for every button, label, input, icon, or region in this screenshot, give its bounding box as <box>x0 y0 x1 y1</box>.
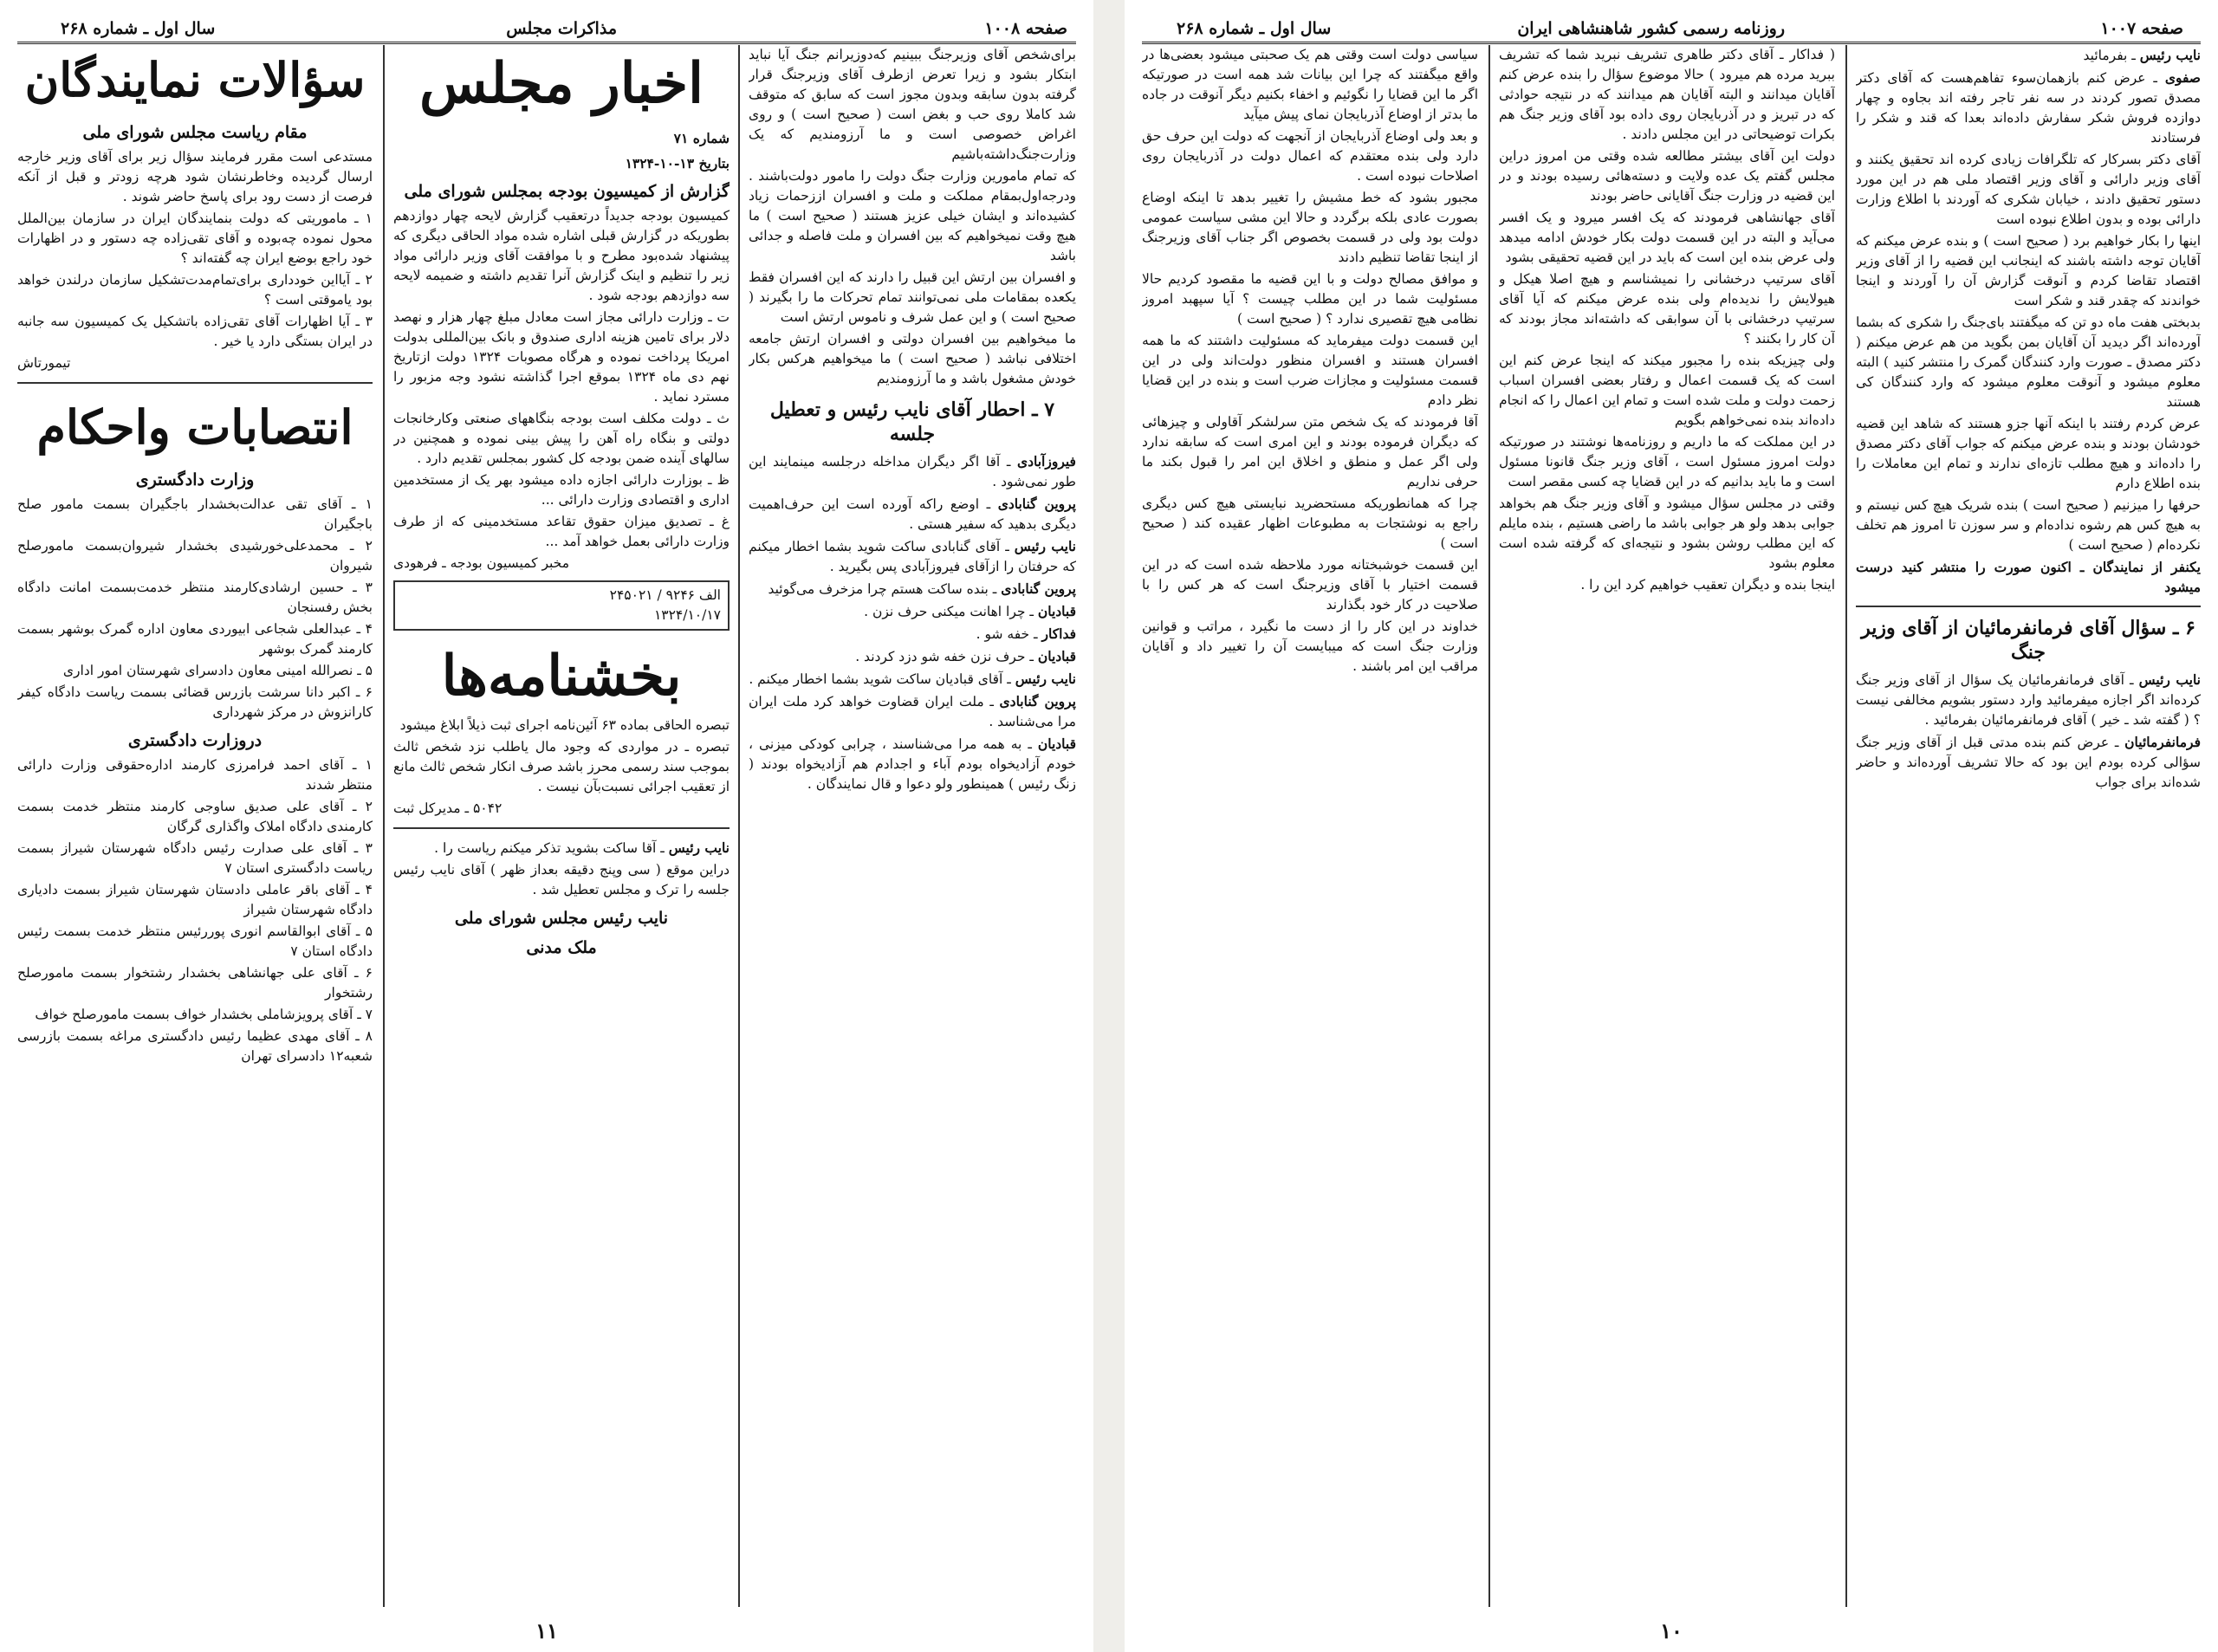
appointment-item: ۲ ـ محمدعلی‌خورشیدی بخشدار شیروان‌بسمت مامورصلح شیروان <box>17 538 373 573</box>
exchange-text: ـ بفرمائید <box>2083 48 2136 63</box>
speech-paragraph: آقای جهانشاهی فرمودند که یک افسر میرود و یک افسر می‌آید و البته در این قسمت دولت بکار خودش ادامه میدهد ولی عرض بنده این است که باید در این قضیه تحقیقی بشود <box>1499 210 1835 265</box>
speaker-name: فیروزآبادی <box>1016 453 1076 470</box>
debate-column <box>749 45 1076 1607</box>
speech-paragraph: سیاسی دولت است وقتی هم یک صحبتی میشود بعضی‌ها در واقع میگفتند که چرا این بیانات شد همه است در صورتیکه اگر ما این قضایا را نگوئیم و اخفاء بکنیم دیگر آنوقت در جاده ما بدتر از اوضاع آذربایجان نمای پیش میآید <box>1142 47 1478 122</box>
issue-label: سال اول ـ شماره ۲۶۸ <box>1177 19 1332 38</box>
right-page-footer: ۱۰ <box>1660 1618 1683 1643</box>
appointments-heading: وزارت دادگستری <box>135 470 255 489</box>
page-number: صفحه ۱۰۰۷ <box>2100 19 2183 38</box>
debate-subheading: ۷ ـ احطار آقای نایب رئیس و تعطیل جلسه <box>769 398 1055 445</box>
speaker-name: پروین گنابادی <box>997 496 1076 512</box>
appointments-masthead: انتصابات واحکام <box>36 399 353 455</box>
speech-paragraph: مجبور بشود که خط مشیش را تغییر بدهد تا اینکه اوضاع بصورت عادی بلکه برگردد و حالا این مشی سیاست عمومی دولت بود ولی در قسمت بخصوص اگر جناب آقای وزیرجنگ از اینجا تقاضا تنظیم دادند <box>1142 190 1478 265</box>
appointment-item: ۲ ـ آقای علی صدیق ساوجی کارمند منتظر خدمت بسمت کارمندی دادگاه املاک واگذاری گرگان <box>17 799 373 834</box>
questions-heading: مقام ریاست مجلس شورای ملی <box>82 123 308 142</box>
divider <box>393 827 730 829</box>
exchange-text: آقای دکتر بسرکار که تلگرافات زیادی کرده اند تحقیق یکنند و آقای وزیر دارائی و آقای وزیر اقتصاد ملی هم در این مورد دستور تحقیق دادند ، خیابان شکری که آوردند با اطلاع وزارت دارائی بوده و بدون اطلاع نبوده است <box>1856 152 2201 227</box>
report-paragraph: کمیسیون بودجه جدیداً درتعقیب گزارش لایحه چهار دوازدهم بطوریکه در گزارش قبلی اشاره شده مواد الحاقی دیگری که پیشنهاد شده‌بود مطرح و با موافقت آقای وزیر دارائی مواد زیر را تنظیم و اینک گزارش آنرا تقدیم داشته و ضمیمه لایحه سه دوازدهم بودجه شود . <box>393 208 730 303</box>
exchange-line <box>749 579 1076 599</box>
exchange-text: ـ بنده ساکت هستم چرا مزخرف‌ می‌گوئید <box>768 581 997 597</box>
closing-title: نایب رئیس مجلس شورای ملی <box>454 909 669 928</box>
speaker-name: قبادیان <box>1037 603 1076 619</box>
appointment-item: ۵ ـ نصرالله امینی معاون دادسرای شهرستان امور اداری <box>62 663 373 678</box>
circular-paragraph: تبصره ـ در مواردی که وجود مال یاطلب نزد شخص ثالث بموجب سند رسمی محرز باشد صرف انکار شخص ثالث مانع از تعقیب اجرائی نسبت‌بآن نیست . <box>393 739 730 794</box>
exchange-line <box>749 646 1076 667</box>
debate-paragraph: و افسران بین ارتش این قبیل را دارند که این افسران فقط یکعده بمقامات ملی نمی‌توانند تمام تحرکات ما را بگیرند ( صحیح است ) و این عمل شرف و ناموس ارتش است <box>749 269 1076 325</box>
speaker-name: فرمانفرمائیان <box>2124 734 2201 750</box>
spread-gutter <box>1093 0 1125 1652</box>
column-rule <box>383 45 385 1607</box>
speaker-name: صفوی <box>2164 69 2201 86</box>
exchange-line <box>749 494 1076 534</box>
questions-masthead: سؤالات نمایندگان <box>24 52 366 107</box>
exchange-line <box>1856 670 2201 730</box>
news-column <box>393 45 730 1607</box>
exchange-line <box>1856 732 2201 793</box>
speech-paragraph: ولی چیزیکه بنده را مجبور میکند که اینجا عرض کنم این است که یک قسمت اعمال و رفتار بعضی افسران اسباب زحمت دولت و ملت شده است و تمام این اعمال را که انجام داده‌اند بنده نمی‌خواهم بگویم <box>1499 353 1835 428</box>
speech-paragraph: و موافق مصالح دولت و با این قضیه ما مقصود کردیم حالا مسئولیت شما در این مطلب چیست ؟ آیا سپهبد امروز نظامی هیچ تقصیری ندارد ؟ ( صحیح است ) <box>1142 271 1478 327</box>
speech-paragraph: دولت این آقای بیشتر مطالعه شده وقتی من امروز دراین مجلس گفتم یک عده ولایت و دسته‌هائی رسیده بودند و در این قضیه در وزارت جنگ آقایانی حاضر بودند <box>1499 148 1835 204</box>
exchange-text: ـ عرض کنم بازهمان‌سوء تفاهم‌هست که آقای دکتر مصدق تصور کردند در سه نفر تاجر رفته اند بجاوه و چهار دوازده فروش شکر سفارش داده‌اند بعدا که قند و شکر را فرستادند <box>1856 70 2201 146</box>
report-signature: مخبر کمیسیون بودجه ـ فرهودی <box>393 555 569 571</box>
page-number: صفحه ۱۰۰۸ <box>984 19 1067 38</box>
column-rule <box>1488 45 1490 1607</box>
left-page-header <box>17 16 1076 44</box>
speech-line <box>393 838 730 858</box>
exchange-text: عرض کردم رفتند با اینکه آنها جزو هستند که شاهد این قضیه خودشان بودند و بنده عرض میکنم که جواب آقای دکتر مصدق را داده‌اند و هیچ مطلب تازه‌ای ندارند و تمام این معاملات را بنده اطلاع دارم <box>1856 416 2201 491</box>
exchange-line <box>1856 150 2201 230</box>
exchange-text: ـ خفه شو . <box>976 626 1038 642</box>
reference-date: ۱۳۲۴/۱۰/۱۷ <box>653 607 721 623</box>
exchange-text: ـ چرا اهانت میکنی حرف نزن . <box>864 604 1034 619</box>
divider <box>1856 606 2201 607</box>
appointment-item: ۶ ـ اکبر دانا سرشت بازرس قضائی بسمت ریاست دادگاه کیفر کارانزوش در مرکز شهرداری <box>17 684 373 720</box>
appointment-item: ۷ ـ آقای پرویزشاملی بخشدار خواف بسمت مامورصلح خواف <box>35 1007 373 1022</box>
exchange-line <box>1856 414 2201 494</box>
appointment-item: ۴ ـ عبدالعلی شجاعی ابیوردی معاون اداره گمرک بوشهر بسمت کارمند گمرک بوشهر <box>17 621 373 657</box>
appointment-item: ۳ ـ آقای علی صدارت رئیس دادگاه شهرستان شیراز بسمت ریاست دادگستری استان ۷ <box>17 840 373 876</box>
issue-label: سال اول ـ شماره ۲۶۸ <box>61 19 216 38</box>
question-item: ۳ ـ آیا اظهارات آقای تقی‌زاده باتشکیل یک کمیسیون سه جانبه در ایران بستگی دارد یا خیر . <box>17 314 373 349</box>
column-rule <box>1845 45 1847 1607</box>
appointment-item: ۱ ـ آقای احمد فرامرزی کارمند اداره‌حقوقی وزارت دارائی منتظر شدند <box>17 757 373 793</box>
appointment-item: ۳ ـ حسین ارشادی‌کارمند منتظر خدمت‌بسمت امانت دادگاه بخش رفسنجان <box>17 580 373 615</box>
report-paragraph: ث ـ دولت مکلف است بودجه بنگاههای صنعتی وکارخانجات دولتی و بنگاه راه آهن را پیش بینی نموده و همچنین در سالهای آینده ضمن بودجه کل کشور بمجلس تقدیم دارد . <box>393 411 730 466</box>
speech-paragraph: آقای سرتیپ درخشانی را نمیشناسم و هیچ اصلا هیکل و هیولایش را ندیده‌ام ولی بنده عرض میکنم که آیا آقای سرتیپ درخشانی با آن سوابقی که داشته‌اند مجاز بودند که آن کار را بکنند ؟ <box>1499 271 1835 347</box>
speaker-name: نایب رئیس <box>1015 671 1076 687</box>
exchange-line <box>749 451 1076 492</box>
reference-number: الف ۹۲۴۶ / ۲۴۵۰۲۱ <box>609 587 721 603</box>
appointment-item: ۵ ـ آقای ابوالقاسم انوری پوررئیس منتظر خدمت بسمت رئیس دادگاه استان ۷ <box>17 923 373 959</box>
speech-paragraph: این قسمت دولت میفرماید که مسئولیت داشتند که ما همه افسران هستند و افسران منظور دولت‌اند ولی در این قسمت مسئولیت و مجازات ضرب است و بنده در این قضایا نظر دادم <box>1142 333 1478 408</box>
exchange-text: ـ حرف نزن خفه شو دزد کردند . <box>855 649 1034 664</box>
exchange-line <box>749 669 1076 690</box>
exchange-text: بدبختی هفت ماه دو تن که میگفتند بای‌جنگ را شکری که بشما آورده‌اند اگر دیدید آن آقایان بمن بگوید من هم عرض میکنم ( دکتر مصدق ـ صورت وارد کنندگان گمرک را منتشر کنید ) البته معلوم میشود و آنوقت معلوم میشود که وارد کنندگان کی هستند <box>1856 314 2201 410</box>
report-paragraph: ظ ـ بوزارت دارائی اجازه داده میشود بهر یک از مستخدمین اداری و اقتصادی وزارت دارائی ... <box>393 472 730 508</box>
question-item: ۲ ـ آیااین خودداری برای‌تمام‌مدت‌تشکیل سازمان درلندن خواهد بود یاموقتی است ؟ <box>17 272 373 308</box>
appointment-item: ۸ ـ آقای مهدی عظیما رئیس دادگستری مراغه بسمت بازرسی شعبه۱۲ دادسرای تهران <box>17 1028 373 1064</box>
exchange-text: ـ عرض کنم بنده مدتی قبل از آقای وزیر جنگ سؤالی کرده بودم این بود که حالا تشریف آورده‌اند و حاضر شده‌اند برای جواب <box>1856 735 2201 790</box>
news-number: شماره ۷۱ <box>673 130 730 146</box>
publication-title: روزنامه رسمی کشور شاهنشاهی ایران <box>1517 19 1785 38</box>
speech-paragraph: و بعد ولی اوضاع آذربایجان از آنجهت که دولت این حرف حق دارد ولی بنده معتقدم که اعمال دولت در آذربایجان روی اصلاحات نبوده است . <box>1142 128 1478 184</box>
session-closing-note: دراین موقع ( سی وپنج دقیقه بعداز ظهر ) آقای نایب رئیس جلسه را ترک و مجلس تعطیل شد . <box>393 862 730 897</box>
exchange-text: ـ به همه مرا می‌شناسند ، چرابی کودکی میزنی ، خودم آزادیخواه بودم آباء و اجدادم هم آزادیخواه بودند ( زنگ رئیس ) همینطور ولو دعوا و قال نمایندگان . <box>749 736 1076 792</box>
question-item: ۱ ـ ماموریتی که دولت بنمایندگان ایران در سازمان بین‌الملل محول نموده چه‌بوده و آقای تقی‌زاده چه دستور و در اظهارات خود راجع بوضع ایران چه گفته‌اند ؟ <box>17 211 373 266</box>
debate-paragraph: که تمام مامورین وزارت جنگ دولت را مامور دولت‌باشند . ودرجه‌اول‌بمقام مملکت و ملت و افسران اززحمات زیاد کشیده‌اند و ایشان خیلی عزیز هستند ( صحیح است ) ما هیچ وقت نمیخواهیم که بین افسران و ملت فاصله و جدائی باشد <box>749 168 1076 263</box>
speaker-name: پروین گنابادی <box>999 693 1076 709</box>
speech-paragraph: اینجا بنده و دیگران تعقیب خواهیم کرد این را . <box>1580 577 1835 593</box>
exchange-line <box>1856 45 2201 66</box>
exchange-line <box>749 601 1076 622</box>
speech-paragraph: در این مملکت که ما داریم و روزنامه‌ها نوشتند در صورتیکه دولت امروز مسئول است ، آقای وزیر جنگ قانونا مسئول است و ما باید بدانیم که در این قضایا چه کسی مقصر است <box>1499 434 1835 489</box>
appointment-item: ۶ ـ آقای علی جهانشاهی بخشدار رشتخوار بسمت مامورصلح رشتخوار <box>17 965 373 1001</box>
speaker-name: نایب رئیس <box>1014 538 1076 554</box>
left-page-footer: ۱۱ <box>535 1618 558 1643</box>
speaker-name: نایب رئیس <box>2139 47 2201 63</box>
exchange-line <box>749 734 1076 794</box>
speech-column-c <box>1856 45 2201 1607</box>
speech-column-a <box>1142 45 1478 1607</box>
debate-paragraph: ما میخواهیم بین افسران دولتی و افسران ارتش جامعه اختلافی نباشد ( صحیح است ) ما میخواهیم هرکس بکار خودش مشغول باشد و ما آرزومندیم <box>749 331 1076 386</box>
report-title: گزارش از کمیسیون بودجه بمجلس شورای ملی <box>404 182 730 201</box>
news-masthead: اخبار مجلس <box>419 51 704 116</box>
appointment-item: ۱ ـ آقای تقی عدالت‌بخشدار باجگیران بسمت مامور صلح باجگیران <box>17 496 373 532</box>
speech-paragraph: وقتی در مجلس سؤال میشود و آقای وزیر جنگ هم بخواهد جوابی بدهد ولو هر جوابی باشد ما راضی هستیم ، بنده مایلم که این مطلب روشن بشود و نتیجه‌ای که گرفته شده است معلوم بشود <box>1499 496 1835 571</box>
right-page <box>1125 0 2218 1652</box>
section-title: مذاکرات مجلس <box>506 19 617 38</box>
circular-paragraph: تبصره الحاقی بماده ۶۳ آئین‌نامه اجرای ثبت ذیلاً ابلاغ میشود <box>399 717 730 733</box>
speaker-name: قبادیان <box>1037 735 1076 752</box>
exchange-text: حرفها را میزنیم ( صحیح است ) بنده شریک هیچ کس نیستم و به هیچ کس هم رشوه نداده‌ام و سر سوزن تا امروز هم تخلف نکرده‌ام ( صحیح است ) <box>1856 497 2201 553</box>
speaker-name: نایب رئیس <box>668 839 730 856</box>
interjection-line: یکنفر از نمایندگان ـ اکنون صورت را منتشر کنید درست میشود <box>1856 559 2201 595</box>
speaker-name: قبادیان <box>1037 648 1076 664</box>
debate-paragraph: برای‌شخص آقای وزیرجنگ ببینیم که‌دوزیرانم جنگ آیا نباید ابتکار بشود و زیرا تعرض ازطرف آقای وزیرجنگ قرار گرفته بدون سابقه وبدون مجوز است که سابق که متوقف شد کاملا روی حب و بغض است ( صحیح است ) و روی اغراض خصوصی است و ما آرزومندیم که یک وزارت‌جنگ‌داشته‌باشیم <box>749 47 1076 162</box>
circular-signature: ۵۰۴۲ ـ مدیرکل ثبت <box>393 800 503 816</box>
speech-column-b <box>1499 45 1835 1607</box>
news-date: بتاریخ ۱۳-۱۰-۱۳۲۴ <box>625 155 730 172</box>
section-heading: ۶ ـ سؤال آقای فرمانفرمائیان از آقای وزیر جنگ <box>1861 617 2195 664</box>
questions-body: مستدعی است مقرر فرمایند سؤال زیر برای آقای وزیر خارجه ارسال گردیده وخاطرنشان شود هرچه زودتر و قبل از آنکه فرصت از دست رود برای پاسخ حاضر شوند . <box>17 149 373 204</box>
appointments-heading-2: دروزارت دادگستری <box>127 731 263 750</box>
report-paragraph: غ ـ تصدیق میزان حقوق تقاعد مستخدمینی که از طرف وزارت دارائی بعمل خواهد آمد ... <box>393 514 730 549</box>
exchange-line <box>1856 68 2201 148</box>
right-page-header <box>1142 16 2201 44</box>
exchange-text: ـ اوضع راکه آورده است این حرف‌اهمیت دیگری بدهید که سفیر هستی . <box>749 496 1076 532</box>
exchange-text: ـ آقا اگر دیگران مداخله درجلسه مینمایند این طور نمی‌شود . <box>749 454 1076 489</box>
exchange-text: اینها را بکار خواهیم برد ( صحیح است ) و بنده عرض میکنم که آقایان توجه داشته باشند که اینجانب این قضیه را از آقای وزیر اقتصاد تقاضا کردم و آنوقت گزارش آن را آوردند و اینجا خواندند که چقدر قند و شکر است <box>1856 233 2201 308</box>
exchange-line <box>749 624 1076 645</box>
exchange-line <box>1856 496 2201 555</box>
exchange-text: ـ آقای فرمانفرمائیان یک سؤال از آقای وزیر جنگ کرده‌اند اگر اجازه میفرمائید وارد دستور بشویم مخالفی نیست ؟ ( گفته شد ـ خیر ) آقای فرمانفرمائیان بفرمائید . <box>1856 672 2201 728</box>
exchange-line <box>1856 313 2201 412</box>
exchange-line <box>1856 231 2201 311</box>
exchange-text: ـ آقای قبادیان ساکت شوید بشما اخطار میکنم . <box>749 671 1011 687</box>
closing-name: ملک مدنی <box>526 938 597 957</box>
reference-box <box>393 580 730 631</box>
speech-paragraph: این قسمت خوشبختانه مورد ملاحظه شده است که در این قسمت اختیار با آقای وزیرجنگ است که هر کس را با صلاحیت در کار خود بگذارند <box>1142 557 1478 612</box>
circulars-masthead: بخشنامه‌ها <box>441 644 682 709</box>
divider <box>17 382 373 384</box>
speech-text: ـ آقا ساکت بشوید تذکر میکنم ریاست را . <box>434 840 665 856</box>
questions-column <box>17 45 373 1607</box>
questions-signature: تیمورتاش <box>17 355 71 371</box>
speech-paragraph: ( فداکار ـ آقای دکتر طاهری تشریف نبرید شما که تشریف ببرید مرده هم میرود ) حالا موضوع سؤال را بنده عرض کنم آقایان میدانند و البته آقایان هم میدانند که در نتیجه حوادثی که در تبریز و در آذربایجان روی داده بود آقای وزیر جنگ هم بکرات توضیحاتی در این مجلس دادند . <box>1499 47 1835 142</box>
speech-paragraph: آقا فرمودند که یک شخص متن سرلشکر آقاولی و چیزهائی که دیگران فرموده بودند و این امری است که سابقه ندارد ولی اگر عمل و منطق و اخلاق این امر را قبول بکند ما حرفی نداریم <box>1142 414 1478 489</box>
speaker-name: فداکار <box>1041 625 1076 642</box>
speech-paragraph: چرا که همانطوریکه مستحضرید نبایستی هیچ کس دیگری راجع به نوشتجات به مطبوعات اظهار عقیده کند ( صحیح است ) <box>1142 496 1478 551</box>
report-paragraph: ت ـ وزارت دارائی مجاز است معادل مبلغ چهار هزار و نهصد دلار برای تامین هزینه اداری صندوق و بانک بین‌المللی بدولت امریکا پرداخت نموده و هرگاه مصوبات ۱۳۲۴ دولت ازتاریخ نهم دی ماه ۱۳۲۴ بموقع اجرا گذاشته نشود وجه مزبور را مسترد نماید . <box>393 309 730 405</box>
speech-paragraph: خداوند در این کار را از دست ما نگیرد ، مراتب و قوانین وزارت جنگ است که میبایست آن را تغییر داد و آقایان مراقب این امر باشند . <box>1142 619 1478 674</box>
exchange-line <box>749 536 1076 577</box>
exchange-text: ـ ملت ایران قضاوت خواهد کرد ملت ایران مرا می‌شناسد . <box>749 694 1076 729</box>
exchange-text: ـ آقای گنابادی ساکت شوید بشما اخطار میکنم که حرفتان را ازآقای فیروزآبادی پس بگیرید . <box>749 539 1076 574</box>
appointment-item: ۴ ـ آقای باقر عاملی دادستان شهرستان شیراز بسمت دادیاری دادگاه شهرستان شیراز <box>17 882 373 917</box>
speaker-name: نایب رئیس <box>2138 671 2201 688</box>
column-rule <box>738 45 740 1607</box>
left-page <box>0 0 1093 1652</box>
speaker-name: پروین گنابادی <box>1001 580 1076 597</box>
exchange-line <box>749 691 1076 732</box>
